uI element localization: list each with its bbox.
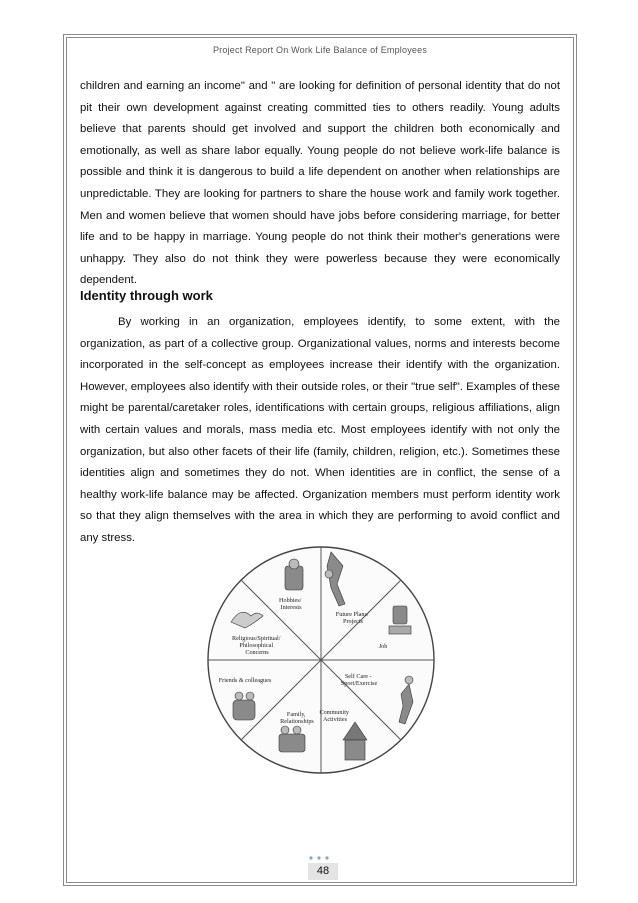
page-number: 48 bbox=[308, 863, 338, 880]
body-paragraph-1: children and earning an income" and " are looking for definition of personal identity that do not pit their own development against creating committed ties to others readily. Young adults believe that parents should get involved and support the children both economically and emotionally, as well as share labor equally. Young people do not believe work-life balance is possible and think it is dangerous to build a life dependent on another when relationships are unpredictable. They are looking for partners to share the house work and family work together. Men and women believe that women should have jobs before considering marriage, for better life and to be happy in marriage. Young people do not think their mother's generations were unhappy. They also do not think they were powerless because they were economically dependent. bbox=[80, 80, 560, 287]
label-community: Community Activities bbox=[319, 709, 350, 723]
label-hobbies: Hobbies/ Interests bbox=[279, 597, 302, 611]
page-dots-ornament bbox=[308, 855, 330, 861]
running-header: Project Report On Work Life Balance of Employees bbox=[212, 45, 428, 55]
label-future-plans: Future Plans/ Projects bbox=[335, 611, 369, 625]
label-self-care: Self Care - Sport/Exercise bbox=[340, 673, 378, 687]
label-family: Family, Relationships bbox=[280, 711, 314, 725]
label-religious: Religious/Spiritual/ Philosophical Concerns bbox=[231, 635, 281, 656]
label-friends: Friends & colleagues bbox=[218, 677, 272, 684]
label-job: Job bbox=[378, 643, 388, 650]
section-heading: Identity through work bbox=[80, 288, 213, 303]
life-balance-wheel-figure bbox=[205, 544, 437, 776]
body-paragraph-2: By working in an organization, employees identify, to some extent, with the organization, as part of a collective group. Organizational values, norms and interests become incorporated in the self-concept as employees increase their identify with the organization. However, employees also identify with their outside roles, or their "true self". Examples of these might be parental/caretaker roles, identifications with certain groups, religious affiliations, align with certain values and morals, mass media etc. Most employees identify with not only the organization, but also other facets of their life (family, children, religion, etc.). Sometimes these identities align and sometimes they do not. When identities are in conflict, the sense of a healthy work-life balance may be affected. Organization members must perform identity work so that they align themselves with the area in which they are performing to avoid conflict and any stress. bbox=[80, 316, 560, 544]
life-balance-wheel bbox=[205, 544, 437, 776]
